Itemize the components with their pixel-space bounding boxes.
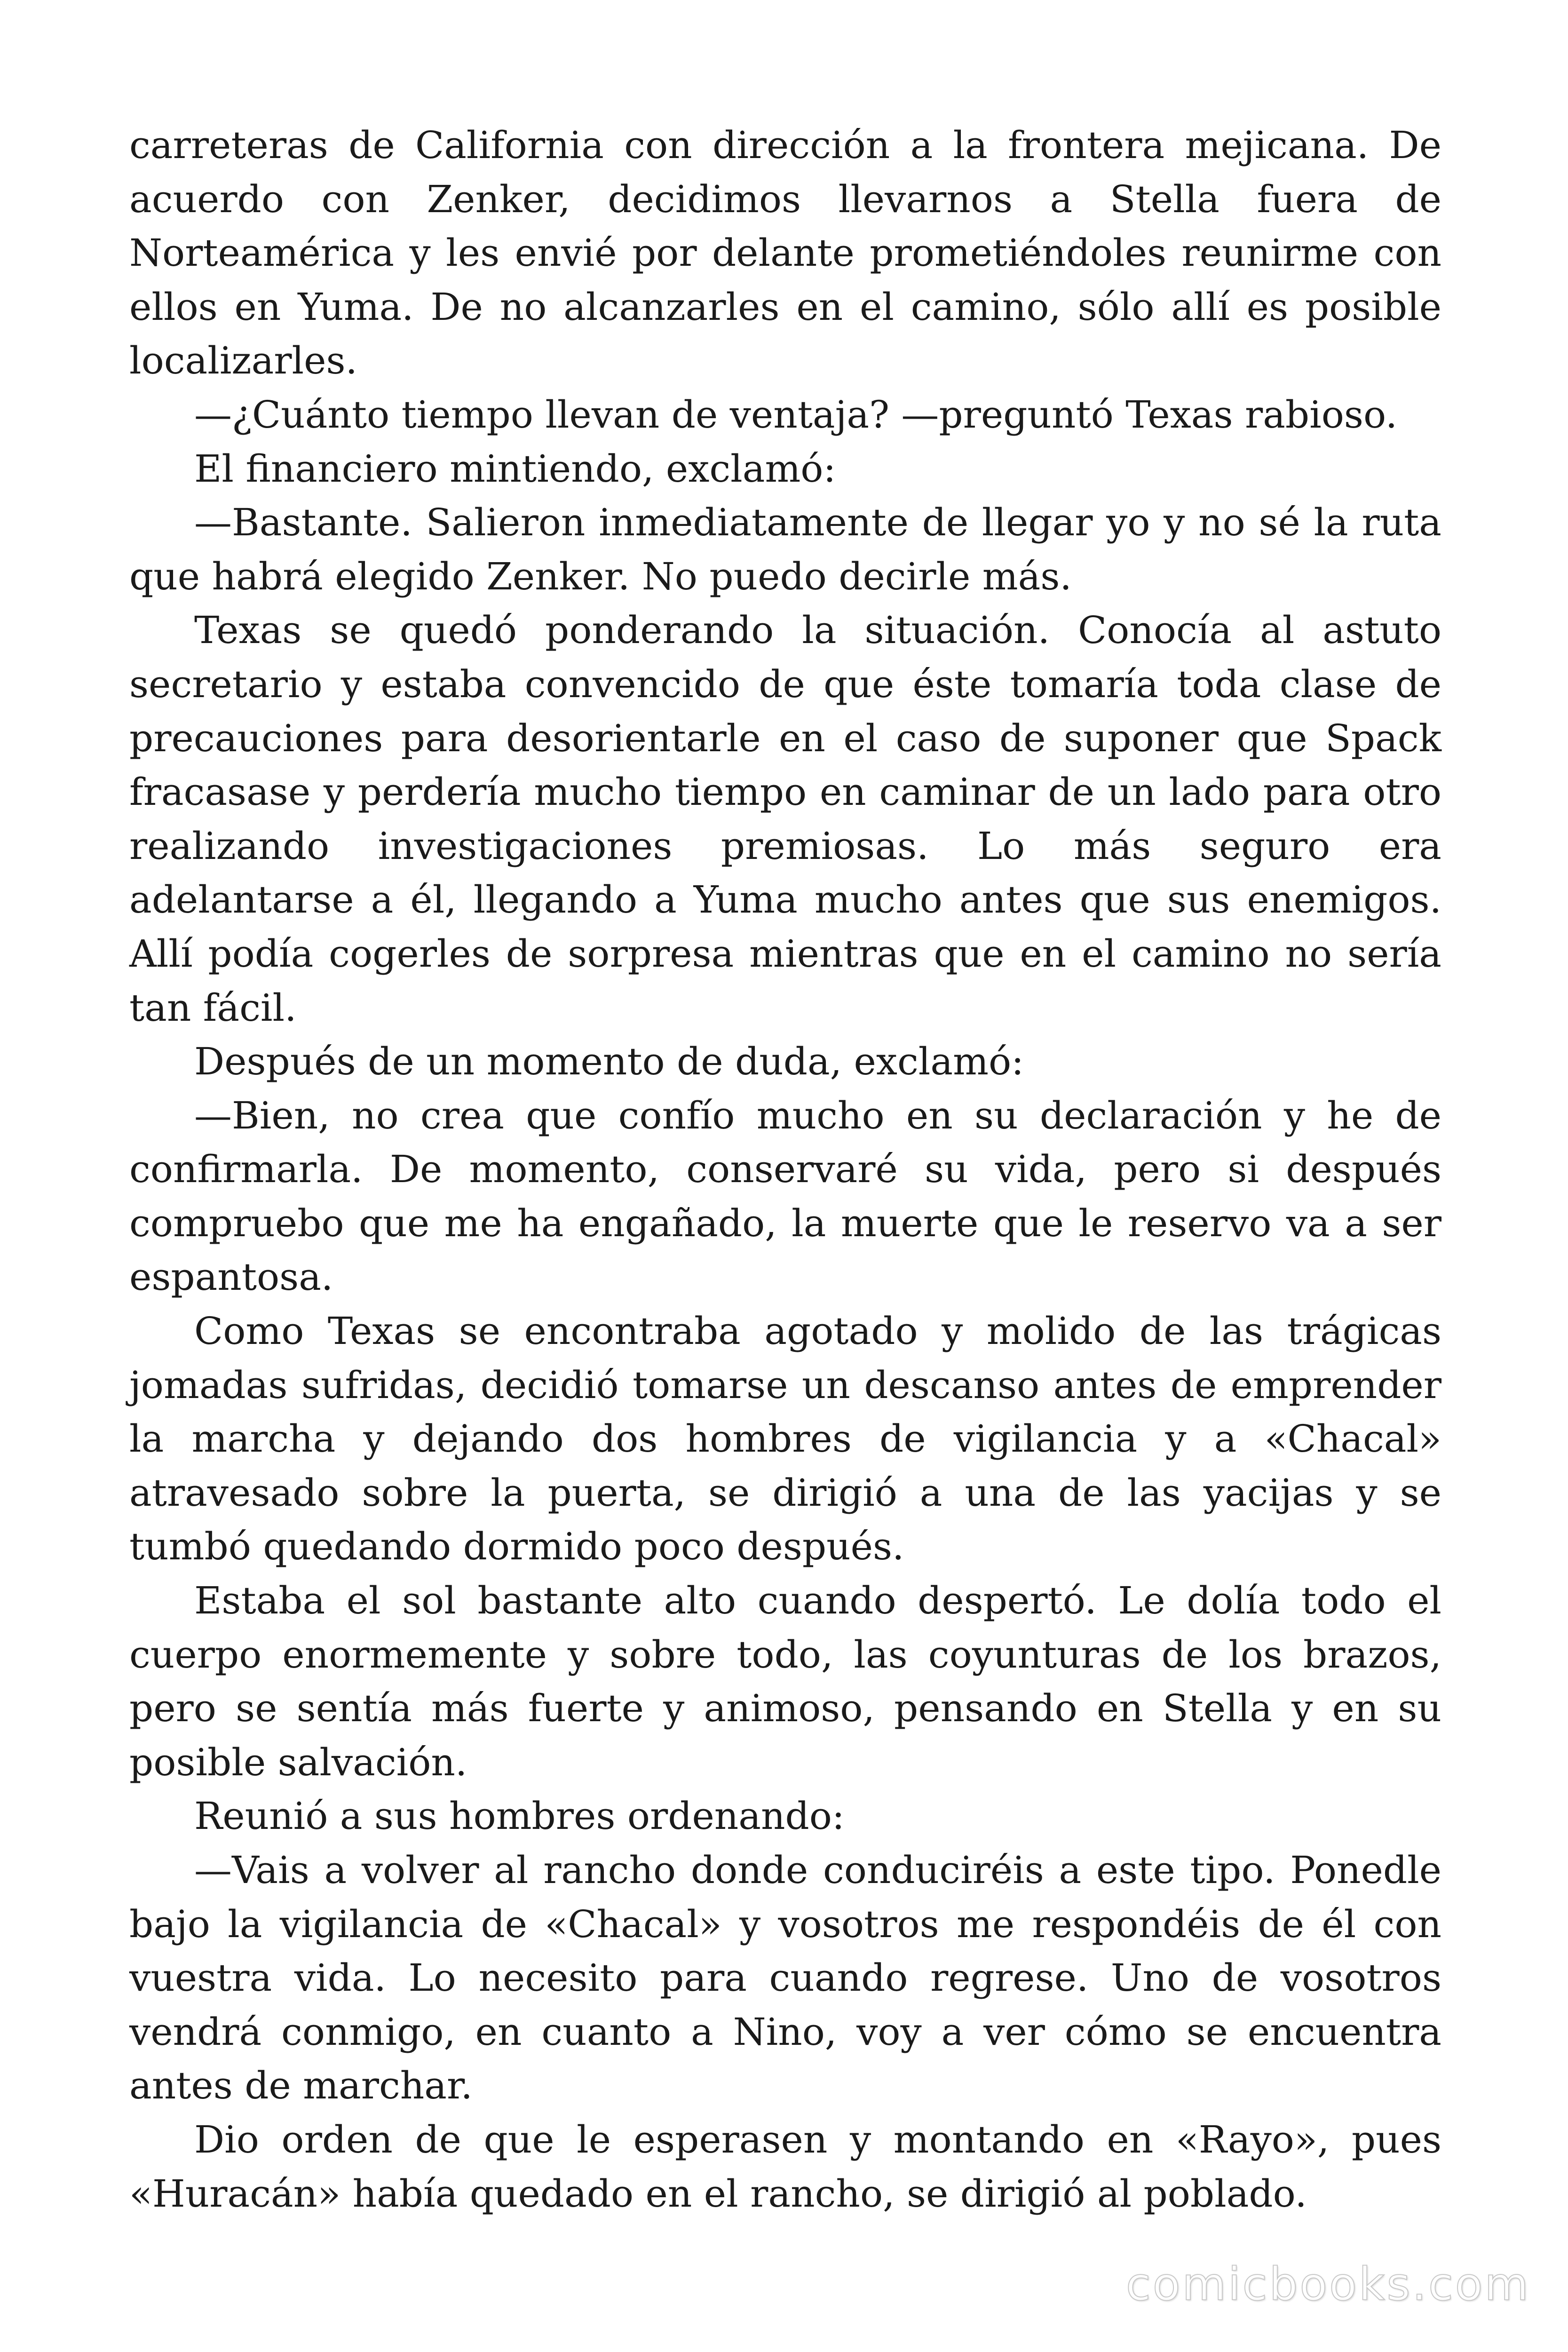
- paragraph-4: —Bastante. Salieron inmediatamente de llegar yo y no sé la ruta que habrá elegido Zenker. No puedo decirle más.: [129, 501, 1441, 598]
- paragraph-7: —Bien, no crea que confío mucho en su declaración y he de confirmarla. De momento, conservaré su vida, pero si después compruebo que me ha engañado, la muerte que le reservo va a ser espantosa.: [129, 1093, 1441, 1299]
- paragraph-12: Dio orden de que le esperasen y montando en «Rayo», pues «Huracán» había quedado en el rancho, se dirigió al poblado.: [129, 2117, 1441, 2216]
- paragraph-8: Como Texas se encontraba agotado y molido de las trágicas jomadas sufridas, decidió tomarse un descanso antes de emprender la marcha y dejando dos hombres de vigilancia y a «Chacal» atravesado sobre la puerta, se dirigió a una de las yacijas y se tumbó quedando dormido poco después.: [129, 1309, 1441, 1569]
- watermark: comicbooks.com: [1125, 2258, 1530, 2311]
- paragraph-2: —¿Cuánto tiempo llevan de ventaja? —preguntó Texas rabioso.: [194, 392, 1398, 437]
- paragraph-11: —Vais a volver al rancho donde conduciréis a este tipo. Ponedle bajo la vigilancia de «Chacal» y vosotros me respondéis de él con vuestra vida. Lo necesito para cuando regrese. Uno de vosotros vendrá conmigo, en cuanto a Nino, voy a ver cómo se encuentra antes de marchar.: [129, 1848, 1441, 2108]
- paragraph-5: Texas se quedó ponderando la situación. Conocía al astuto secretario y estaba convencido de que éste tomaría toda clase de precauciones para desorientarle en el caso de suponer que Spack fracasase y perdería mucho tiempo en caminar de un lado para otro realizando investigaciones premiosas. Lo más seguro era adelantarse a él, llegando a Yuma mucho antes que sus enemigos. Allí podía cogerles de sorpresa mientras que en el camino no sería tan fácil.: [129, 608, 1441, 1030]
- body-text: [129, 119, 1441, 2221]
- paragraph-9: Estaba el sol bastante alto cuando despertó. Le dolía todo el cuerpo enormemente y sobre todo, las coyunturas de los brazos, pero se sentía más fuerte y animoso, pensando en Stella y en su posible salvación.: [129, 1579, 1441, 1784]
- paragraph-6: Después de un momento de duda, exclamó:: [194, 1040, 1024, 1084]
- paragraph-10: Reunió a sus hombres ordenando:: [194, 1794, 845, 1838]
- paragraph-3: El financiero mintiendo, exclamó:: [194, 446, 836, 491]
- paragraph-1: carreteras de California con dirección a la frontera mejicana. De acuerdo con Zenker, decidimos llevarnos a Stella fuera de Norteamérica y les envié por delante prometiéndoles reunirme con ellos en Yuma. De no alcanzarles en el camino, sólo allí es posible localizarles.: [129, 123, 1441, 383]
